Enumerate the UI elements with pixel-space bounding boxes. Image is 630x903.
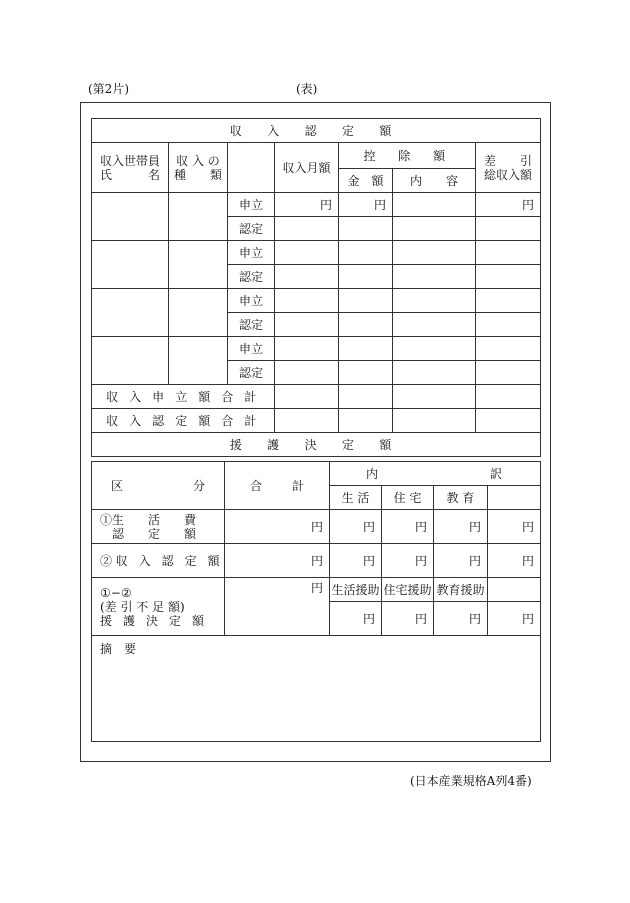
- income-type-cell[interactable]: [169, 337, 228, 385]
- row-cert-label: 認定: [228, 265, 275, 289]
- deduction-content-cell[interactable]: [393, 217, 476, 241]
- deduction-amount-cell[interactable]: 円: [339, 193, 393, 217]
- decision-section-title: 援 護 決 定 額: [92, 433, 541, 457]
- deduction-amount-cell[interactable]: [339, 217, 393, 241]
- col-other-header: [488, 486, 541, 510]
- row-income-cert-label: ②収 入 認 定 額: [92, 544, 225, 578]
- living-cost-housing-cell[interactable]: 円: [382, 510, 434, 544]
- total-cert-label: 収 入 認 定 額 合 計: [92, 409, 275, 433]
- monthly-amount-cell[interactable]: [275, 337, 339, 361]
- form-part-label: (第2片): [88, 82, 129, 96]
- deduction-amount-cell[interactable]: [339, 361, 393, 385]
- member-name-cell[interactable]: [92, 289, 169, 337]
- decision-table: [91, 461, 541, 742]
- row-cert-label: 認定: [228, 217, 275, 241]
- memo-area[interactable]: [92, 636, 541, 742]
- aid-other-cell[interactable]: 円: [488, 602, 541, 636]
- monthly-amount-cell[interactable]: 円: [275, 193, 339, 217]
- aid-housing-cell[interactable]: 円: [382, 602, 434, 636]
- col-deduction-header: 控 除 額: [339, 143, 476, 169]
- member-name-cell[interactable]: [92, 337, 169, 385]
- col-blank-header: [228, 143, 275, 193]
- total-apply-content-cell[interactable]: [393, 385, 476, 409]
- aid-education-header: 教育援助: [434, 578, 488, 602]
- aid-living-cell[interactable]: 円: [330, 602, 382, 636]
- col-net-header: 差 引 総収入額: [476, 143, 541, 193]
- deduction-amount-cell[interactable]: [339, 289, 393, 313]
- paper-size-note: (日本産業規格A列4番): [410, 774, 532, 788]
- deduction-content-cell[interactable]: [393, 337, 476, 361]
- total-apply-net-cell[interactable]: [476, 385, 541, 409]
- income-type-cell[interactable]: [169, 193, 228, 241]
- member-name-cell[interactable]: [92, 241, 169, 289]
- col-category-header: 区 分: [92, 462, 225, 510]
- row-cert-label: 認定: [228, 313, 275, 337]
- row-apply-label: 申立: [228, 193, 275, 217]
- total-apply-label: 収 入 申 立 額 合 計: [92, 385, 275, 409]
- deduction-content-cell[interactable]: [393, 241, 476, 265]
- deduction-content-cell[interactable]: [393, 313, 476, 337]
- total-apply-monthly-cell[interactable]: [275, 385, 339, 409]
- col-housing-header: 住 宅: [382, 486, 434, 510]
- deduction-content-cell[interactable]: [393, 289, 476, 313]
- row-apply-label: 申立: [228, 337, 275, 361]
- monthly-amount-cell[interactable]: [275, 361, 339, 385]
- col-member-header: 収入世帯員 氏 名: [92, 143, 169, 193]
- net-amount-cell[interactable]: [476, 361, 541, 385]
- deduction-amount-cell[interactable]: [339, 313, 393, 337]
- income-cert-total-cell[interactable]: 円: [225, 544, 330, 578]
- total-apply-deduction-cell[interactable]: [339, 385, 393, 409]
- income-cert-housing-cell[interactable]: 円: [382, 544, 434, 578]
- col-monthly-header: 収入月額: [275, 143, 339, 193]
- net-amount-cell[interactable]: [476, 289, 541, 313]
- deduction-content-cell[interactable]: [393, 193, 476, 217]
- aid-education-cell[interactable]: 円: [434, 602, 488, 636]
- living-cost-education-cell[interactable]: 円: [434, 510, 488, 544]
- income-type-cell[interactable]: [169, 289, 228, 337]
- memo-label: 摘 要: [100, 642, 137, 656]
- net-amount-cell[interactable]: [476, 265, 541, 289]
- col-education-header: 教 育: [434, 486, 488, 510]
- aid-decision-total-cell[interactable]: 円: [225, 578, 330, 636]
- deduction-amount-cell[interactable]: [339, 337, 393, 361]
- deduction-amount-cell[interactable]: [339, 265, 393, 289]
- living-cost-living-cell[interactable]: 円: [330, 510, 382, 544]
- monthly-amount-cell[interactable]: [275, 217, 339, 241]
- deduction-content-cell[interactable]: [393, 265, 476, 289]
- net-amount-cell[interactable]: 円: [476, 193, 541, 217]
- row-apply-label: 申立: [228, 289, 275, 313]
- total-cert-net-cell[interactable]: [476, 409, 541, 433]
- monthly-amount-cell[interactable]: [275, 289, 339, 313]
- aid-other-header: [488, 578, 541, 602]
- col-deduction-content-header: 内 容: [393, 169, 476, 193]
- row-aid-decision-label: ①−② (差 引 不 足 額) 援 護 決 定 額: [92, 578, 225, 636]
- net-amount-cell[interactable]: [476, 337, 541, 361]
- aid-living-header: 生活援助: [330, 578, 382, 602]
- net-amount-cell[interactable]: [476, 313, 541, 337]
- monthly-amount-cell[interactable]: [275, 313, 339, 337]
- total-cert-monthly-cell[interactable]: [275, 409, 339, 433]
- deduction-amount-cell[interactable]: [339, 241, 393, 265]
- deduction-content-cell[interactable]: [393, 361, 476, 385]
- income-type-cell[interactable]: [169, 241, 228, 289]
- col-income-type-header: 収 入 の 種 類: [169, 143, 228, 193]
- living-cost-other-cell[interactable]: 円: [488, 510, 541, 544]
- member-name-cell[interactable]: [92, 193, 169, 241]
- col-breakdown-header: 内 訳: [330, 462, 541, 486]
- form-side-label: (表): [296, 82, 318, 96]
- col-deduction-amount-header: 金 額: [339, 169, 393, 193]
- monthly-amount-cell[interactable]: [275, 265, 339, 289]
- row-apply-label: 申立: [228, 241, 275, 265]
- income-cert-living-cell[interactable]: 円: [330, 544, 382, 578]
- living-cost-total-cell[interactable]: 円: [225, 510, 330, 544]
- net-amount-cell[interactable]: [476, 241, 541, 265]
- monthly-amount-cell[interactable]: [275, 241, 339, 265]
- income-cert-education-cell[interactable]: 円: [434, 544, 488, 578]
- form-table: [91, 118, 541, 457]
- aid-housing-header: 住宅援助: [382, 578, 434, 602]
- income-cert-other-cell[interactable]: 円: [488, 544, 541, 578]
- col-total-header: 合 計: [225, 462, 330, 510]
- row-cert-label: 認定: [228, 361, 275, 385]
- income-section-title: 収 入 認 定 額: [92, 119, 541, 143]
- total-cert-deduction-cell[interactable]: [339, 409, 393, 433]
- col-living-header: 生 活: [330, 486, 382, 510]
- net-amount-cell[interactable]: [476, 217, 541, 241]
- row-living-cost-label: ①生 活 費 認 定 額: [92, 510, 225, 544]
- total-cert-content-cell[interactable]: [393, 409, 476, 433]
